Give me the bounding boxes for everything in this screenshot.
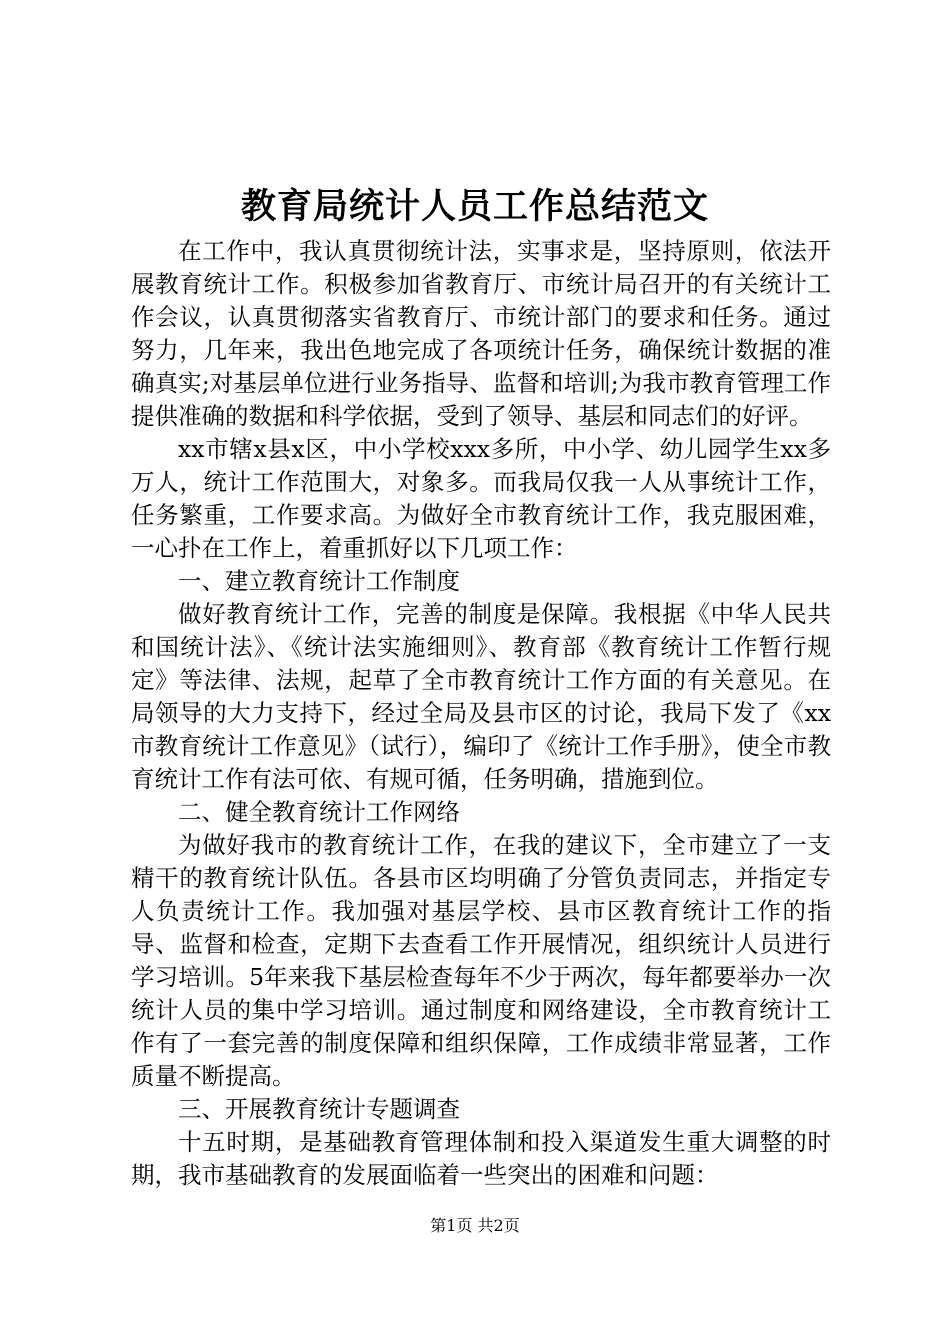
paragraph-overview: xx市辖x县x区，中小学校xxx多所，中小学、幼儿园学生xx多万人，统计工作范围大，对象多。而我局仅我一人从事统计工作，任务繁重，工作要求高。为做好全市教育统计工作，我克服困难，一心扑在工作上，着重抓好以下几项工作：	[131, 435, 831, 562]
paragraph-section-1: 做好教育统计工作，完善的制度是保障。我根据《中华人民共和国统计法》、《统计法实施细则》、教育部《教育统计工作暂行规定》等法律、法规，起草了全市教育统计工作方面的有关意见。在局领导的大力支持下，经过全局及县市区的讨论，我局下发了《xx市教育统计工作意见》（试行），编印了《统计工作手册》，使全市教育统计工作有法可依、有规可循，任务明确，措施到位。	[131, 600, 831, 793]
section-heading-2: 二、健全教育统计工作网络	[178, 798, 460, 826]
section-heading-1: 一、建立教育统计工作制度	[178, 567, 460, 595]
section-heading-3: 三、开展教育统计专题调查	[178, 1095, 460, 1123]
page-footer: 第1页 共2页	[430, 1216, 520, 1235]
paragraph-intro: 在工作中，我认真贯彻统计法，实事求是，坚持原则，依法开展教育统计工作。积极参加省教育厅、市统计局召开的有关统计工作会议，认真贯彻落实省教育厅、市统计部门的要求和任务。通过努力，几年来，我出色地完成了各项统计任务，确保统计数据的准确真实;对基层单位进行业务指导、监督和培训;为我市教育管理工作提供准确的数据和科学依据，受到了领导、基层和同志们的好评。	[131, 237, 831, 430]
paragraph-section-2: 为做好我市的教育统计工作，在我的建议下，全市建立了一支精干的教育统计队伍。各县市区均明确了分管负责同志，并指定专人负责统计工作。我加强对基层学校、县市区教育统计工作的指导、监督和检查，定期下去查看工作开展情况，组织统计人员进行学习培训。5年来我下基层检查每年不少于两次，每年都要举办一次统计人员的集中学习培训。通过制度和网络建设，全市教育统计工作有了一套完善的制度保障和组织保障，工作成绩非常显著，工作质量不断提高。	[131, 831, 831, 1090]
paragraph-section-3: 十五时期，是基础教育管理体制和投入渠道发生重大调整的时期，我市基础教育的发展面临着一些突出的困难和问题：	[131, 1128, 831, 1189]
document-title: 教育局统计人员工作总结范文	[240, 186, 709, 227]
document-body	[131, 235, 831, 1192]
